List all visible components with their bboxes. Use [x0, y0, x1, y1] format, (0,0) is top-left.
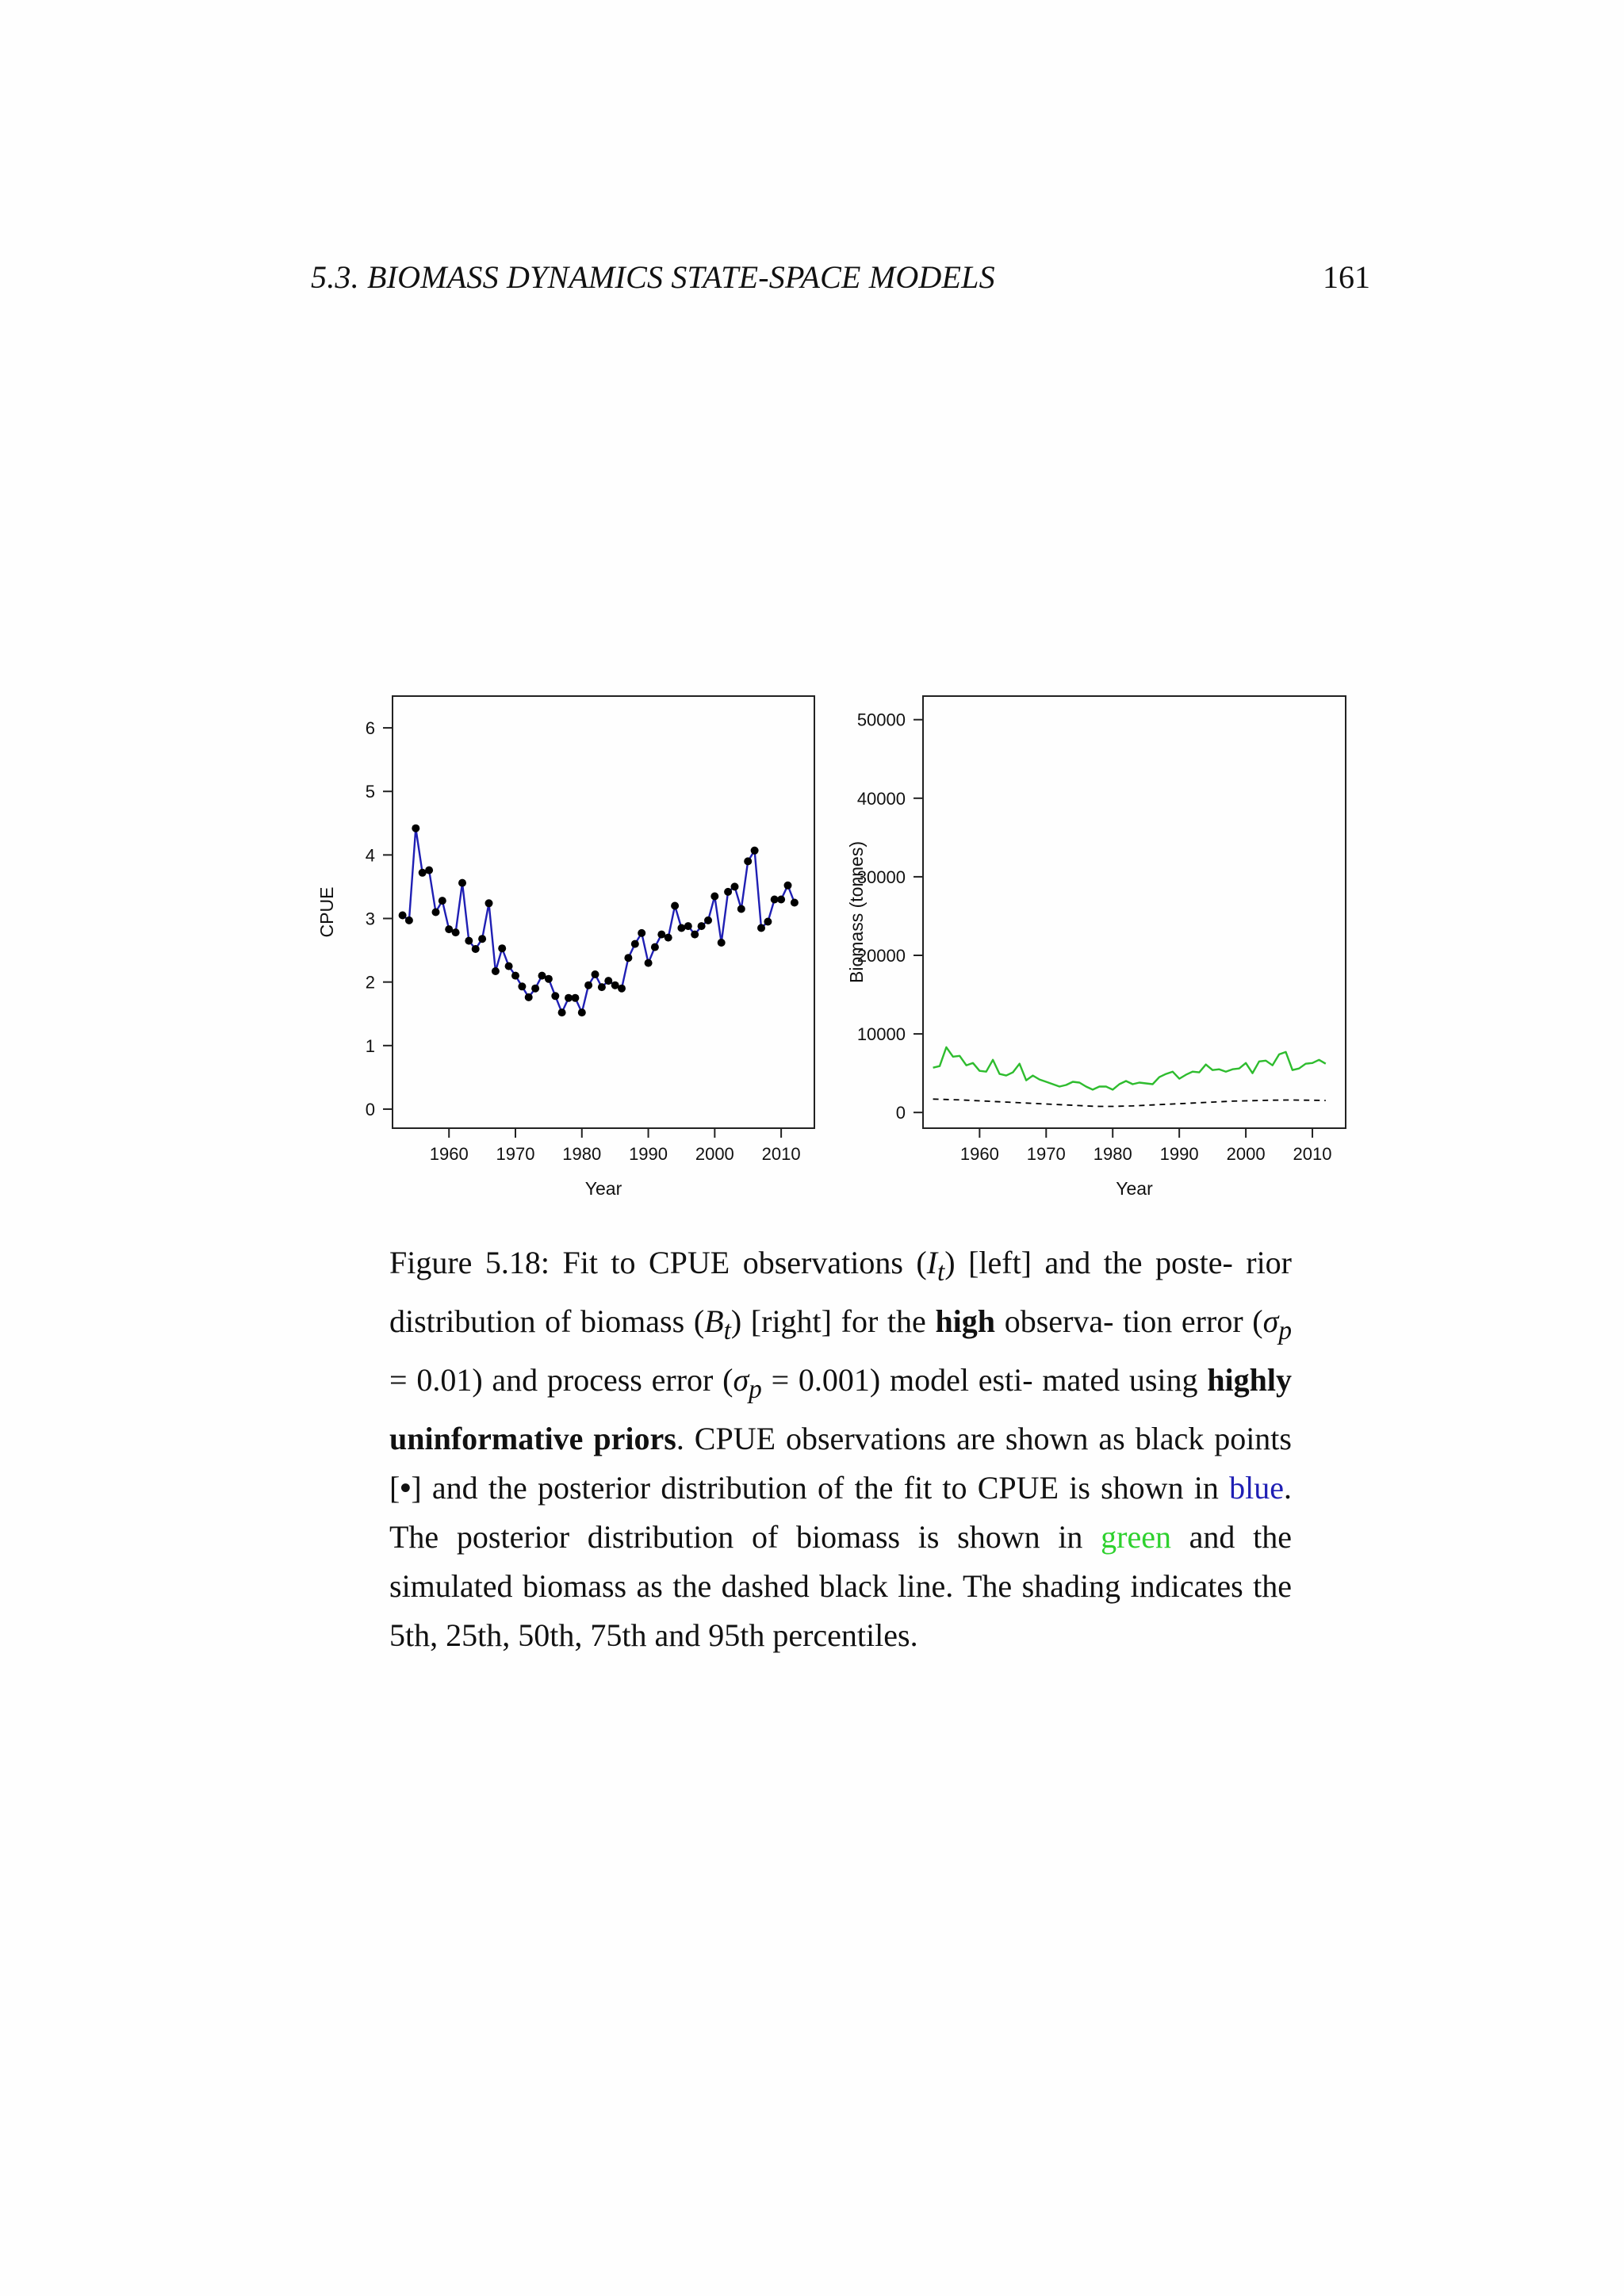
plot-frame: [923, 696, 1346, 1128]
bold-priors: highly uninformative priors: [389, 1362, 1293, 1456]
cpue-observation-point: [452, 928, 460, 936]
biomass-posterior-line: [933, 1047, 1326, 1090]
cpue-observation-point: [651, 943, 659, 951]
x-axis-label: Year: [1116, 1178, 1153, 1199]
cpue-observation-point: [511, 972, 519, 980]
cpue-observation-point: [604, 977, 612, 985]
cpue-observation-point: [578, 1008, 586, 1016]
caption-text: . The posterior distribution of biomass is shown in: [389, 1470, 1292, 1555]
y-tick-label: 0: [365, 1099, 375, 1119]
cpue-observation-point: [472, 945, 480, 953]
figure-5-18: [309, 680, 1372, 1203]
cpue-observation-point: [624, 954, 632, 962]
math-subscript: p: [749, 1375, 762, 1404]
caption-text: mated using: [1042, 1362, 1208, 1398]
y-tick-label: 1: [365, 1035, 375, 1056]
caption-text: . CPUE observations are shown as black points [: [389, 1421, 1292, 1506]
cpue-observation-point: [531, 985, 539, 993]
bullet-glyph: •: [400, 1470, 412, 1506]
x-tick-label: 1960: [429, 1144, 469, 1164]
y-tick-label: 5: [365, 782, 375, 802]
cpue-observation-point: [558, 1008, 566, 1016]
cpue-observation-point: [645, 959, 653, 967]
math-subscript: t: [937, 1257, 945, 1287]
y-tick-label: 0: [895, 1103, 906, 1123]
x-tick-label: 1990: [629, 1144, 668, 1164]
x-tick-label: 2010: [761, 1144, 801, 1164]
cpue-observation-point: [618, 985, 626, 993]
cpue-observation-point: [677, 924, 685, 932]
x-tick-label: 1990: [1159, 1144, 1199, 1164]
cpue-observation-point: [478, 935, 486, 943]
cpue-observation-point: [691, 931, 699, 939]
bold-high: high: [935, 1303, 996, 1339]
running-head: 5.3. BIOMASS DYNAMICS STATE-SPACE MODELS: [311, 259, 995, 295]
caption-text: ] and the posterior distribution of the fit to CPUE is shown in: [411, 1470, 1230, 1506]
cpue-observation-point: [399, 912, 407, 920]
plot-frame: [393, 696, 814, 1128]
cpue-observation-point: [764, 918, 772, 926]
x-tick-label: 1980: [1093, 1144, 1132, 1164]
cpue-observation-point: [525, 993, 533, 1001]
cpue-observation-point: [405, 916, 413, 924]
cpue-observation-point: [598, 983, 606, 991]
y-tick-label: 2: [365, 972, 375, 993]
math-I: I: [926, 1245, 938, 1280]
page-number: 161: [1323, 259, 1370, 295]
cpue-observation-point: [684, 922, 692, 930]
caption-text: ) [right] for the: [730, 1303, 936, 1339]
math-subscript: t: [723, 1316, 731, 1345]
x-tick-label: 2000: [1226, 1144, 1266, 1164]
cpue-observation-point: [485, 899, 493, 907]
cpue-observation-point: [505, 962, 513, 970]
caption-text: Fit to CPUE observations (: [550, 1245, 927, 1280]
math-subscript: p: [1278, 1316, 1293, 1345]
math-sigma: σ: [1262, 1303, 1279, 1339]
cpue-observation-point: [498, 944, 506, 952]
cpue-observation-point: [737, 905, 745, 913]
cpue-observation-point: [465, 937, 473, 945]
y-tick-label: 30000: [856, 867, 906, 887]
cpue-observation-point: [777, 896, 785, 904]
cpue-observation-point: [545, 975, 553, 983]
math-sigma: σ: [733, 1362, 749, 1398]
y-tick-label: 40000: [856, 788, 906, 809]
caption-label: Figure 5.18:: [389, 1245, 550, 1280]
y-tick-label: 10000: [856, 1024, 906, 1045]
cpue-observation-point: [631, 940, 639, 948]
y-tick-label: 20000: [856, 946, 906, 966]
cpue-observation-point: [724, 888, 732, 896]
x-axis-label: Year: [584, 1178, 622, 1199]
x-tick-label: 1970: [496, 1144, 535, 1164]
cpue-observation-point: [710, 893, 718, 901]
biomass-panel: [846, 696, 1346, 1199]
x-tick-label: 1960: [959, 1144, 999, 1164]
simulated-biomass-dashed-line: [933, 1099, 1326, 1106]
math-B: B: [704, 1303, 724, 1339]
figure-svg: [309, 680, 1372, 1203]
cpue-observation-point: [432, 909, 440, 916]
x-tick-label: 1980: [562, 1144, 602, 1164]
x-tick-label: 2000: [695, 1144, 734, 1164]
cpue-observation-point: [518, 982, 526, 990]
cpue-observation-point: [425, 867, 433, 874]
figure-caption: [389, 1238, 1292, 1660]
cpue-observation-point: [492, 967, 500, 975]
cpue-panel: [316, 696, 814, 1199]
cpue-observation-point: [744, 857, 752, 865]
cpue-observation-point: [551, 992, 559, 1000]
caption-text: rior distribution of biomass (: [389, 1245, 1293, 1339]
y-axis-label: Biomass (tonnes): [846, 841, 867, 983]
page-header: [311, 258, 1370, 306]
cpue-observation-point: [784, 882, 792, 890]
cpue-observation-point: [412, 825, 419, 832]
cpue-observation-point: [571, 994, 579, 1002]
cpue-fit-line: [403, 828, 795, 1012]
caption-text: and the simulated biomass as the dashed black line. The shading indicates the 5th, 25th, 50th, 75th and 95th percentiles.: [389, 1519, 1292, 1653]
cpue-observation-point: [718, 939, 726, 947]
caption-text: ) [left] and the poste-: [944, 1245, 1233, 1280]
caption-text: ) model esti-: [869, 1362, 1033, 1398]
cpue-observation-point: [671, 902, 679, 910]
cpue-observation-point: [751, 847, 759, 855]
cpue-observation-point: [439, 897, 446, 905]
cpue-observation-point: [638, 929, 645, 937]
caption-text: tion error (: [1123, 1303, 1263, 1339]
cpue-observation-point: [698, 922, 706, 930]
x-tick-label: 2010: [1293, 1144, 1332, 1164]
y-tick-label: 4: [365, 845, 375, 866]
x-tick-label: 1970: [1026, 1144, 1066, 1164]
cpue-observation-point: [458, 879, 466, 887]
cpue-observation-point: [731, 882, 739, 890]
y-tick-label: 3: [365, 909, 375, 929]
cpue-observation-point: [704, 916, 712, 924]
y-tick-label: 50000: [856, 710, 906, 730]
green-word: green: [1101, 1519, 1171, 1555]
cpue-observation-point: [791, 899, 799, 907]
caption-text: observa-: [995, 1303, 1114, 1339]
blue-word: blue: [1229, 1470, 1284, 1506]
caption-text: ) and process error (: [472, 1362, 733, 1398]
cpue-observation-point: [757, 924, 765, 932]
cpue-observation-point: [592, 970, 599, 978]
cpue-observation-point: [584, 982, 592, 989]
math-equation: = 0.01: [389, 1362, 473, 1398]
cpue-observation-point: [665, 934, 672, 942]
math-equation: = 0.001: [761, 1362, 870, 1398]
y-tick-label: 6: [365, 718, 375, 739]
y-axis-label: CPUE: [316, 886, 337, 938]
